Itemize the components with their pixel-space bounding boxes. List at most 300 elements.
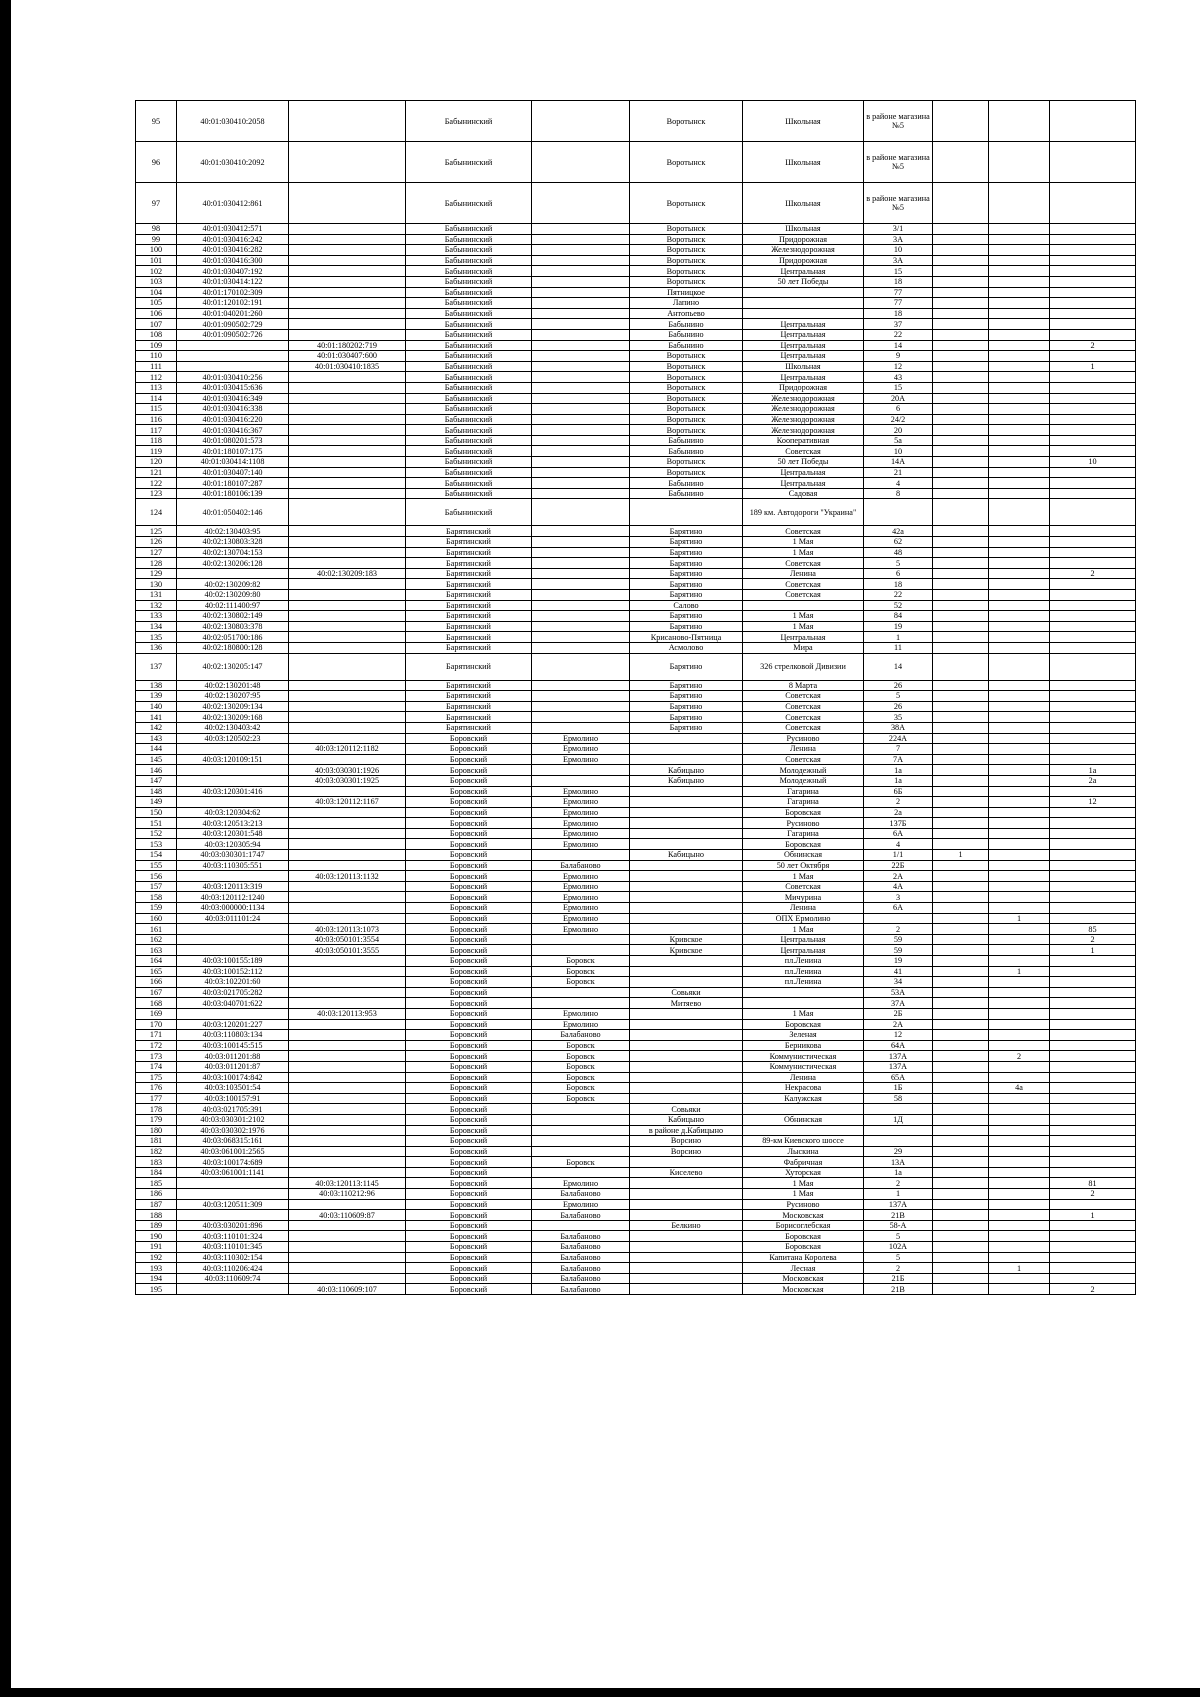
- cell-city: [532, 765, 630, 776]
- cell-cadastral-number-alt: [289, 977, 406, 988]
- cell-city: Балабаново: [532, 1030, 630, 1041]
- cell-cadastral-number-alt: 40:03:120113:1073: [289, 924, 406, 935]
- cell-settlement: [630, 1030, 743, 1041]
- cell-extra-c: [1050, 1093, 1136, 1104]
- cell-extra-b: [989, 797, 1050, 808]
- cell-row-number: 191: [136, 1242, 177, 1253]
- cell-extra-a: [933, 1008, 989, 1019]
- cell-extra-c: [1050, 892, 1136, 903]
- cell-cadastral-number: 40:03:011201:88: [177, 1051, 289, 1062]
- cell-settlement: [630, 1072, 743, 1083]
- cell-extra-c: [1050, 632, 1136, 643]
- cell-cadastral-number: 40:01:030416:282: [177, 245, 289, 256]
- table-row: [136, 632, 1136, 643]
- cell-district: Бабынинский: [406, 382, 532, 393]
- cell-district: Боровский: [406, 797, 532, 808]
- cell-settlement: [630, 892, 743, 903]
- cell-city: [532, 414, 630, 425]
- cell-extra-a: [933, 1030, 989, 1041]
- table-row: [136, 1210, 1136, 1221]
- cell-cadastral-number-alt: [289, 329, 406, 340]
- cell-district: Боровский: [406, 1104, 532, 1115]
- cell-house: 59: [864, 934, 933, 945]
- cell-street: Советская: [743, 590, 864, 601]
- cell-settlement: [630, 797, 743, 808]
- cell-settlement: Барятино: [630, 680, 743, 691]
- cell-cadastral-number-alt: 40:03:120112:1182: [289, 744, 406, 755]
- table-row: [136, 579, 1136, 590]
- cell-extra-c: [1050, 680, 1136, 691]
- table-row: [136, 913, 1136, 924]
- cell-extra-b: [989, 722, 1050, 733]
- cell-extra-b: [989, 621, 1050, 632]
- cell-extra-b: [989, 266, 1050, 277]
- cell-cadastral-number-alt: [289, 701, 406, 712]
- cell-city: Балабаново: [532, 1284, 630, 1295]
- cell-city: Ермолино: [532, 892, 630, 903]
- cell-city: Ермолино: [532, 807, 630, 818]
- cell-extra-a: [933, 987, 989, 998]
- cell-cadastral-number: 40:02:130205:147: [177, 653, 289, 680]
- cell-extra-c: [1050, 478, 1136, 489]
- cell-cadastral-number: 40:03:011101:24: [177, 913, 289, 924]
- cell-extra-c: [1050, 786, 1136, 797]
- cell-row-number: 193: [136, 1263, 177, 1274]
- cell-cadastral-number-alt: [289, 903, 406, 914]
- cell-settlement: Кабицыно: [630, 765, 743, 776]
- cell-house: 9: [864, 351, 933, 362]
- cell-street: 1 Мая: [743, 1008, 864, 1019]
- cell-cadastral-number-alt: [289, 1093, 406, 1104]
- table-row: [136, 680, 1136, 691]
- cell-cadastral-number-alt: [289, 467, 406, 478]
- cell-city: [532, 287, 630, 298]
- cell-street: Ленина: [743, 903, 864, 914]
- cell-extra-a: [933, 881, 989, 892]
- cell-street: Железнодорожная: [743, 404, 864, 415]
- cell-street: Центральная: [743, 266, 864, 277]
- cell-street: Молодежный: [743, 765, 864, 776]
- cell-extra-c: [1050, 621, 1136, 632]
- cell-row-number: 194: [136, 1273, 177, 1284]
- cell-street: пл.Ленина: [743, 956, 864, 967]
- cell-extra-a: [933, 701, 989, 712]
- cell-extra-c: [1050, 691, 1136, 702]
- cell-district: Барятинский: [406, 701, 532, 712]
- table-row: [136, 1242, 1136, 1253]
- cell-street: Придорожная: [743, 234, 864, 245]
- cell-street: Железнодорожная: [743, 414, 864, 425]
- cell-district: Барятинский: [406, 722, 532, 733]
- cell-city: Ермолино: [532, 1008, 630, 1019]
- cell-extra-b: [989, 361, 1050, 372]
- table-row: [136, 1051, 1136, 1062]
- cell-extra-a: [933, 446, 989, 457]
- cell-extra-b: [989, 786, 1050, 797]
- table-row: [136, 1093, 1136, 1104]
- cell-extra-a: [933, 351, 989, 362]
- cell-row-number: 135: [136, 632, 177, 643]
- cell-cadastral-number-alt: [289, 1136, 406, 1147]
- table-row: [136, 1136, 1136, 1147]
- cell-extra-c: [1050, 245, 1136, 256]
- cell-street: Центральная: [743, 632, 864, 643]
- cell-cadastral-number: 40:03:120502:23: [177, 733, 289, 744]
- cell-row-number: 141: [136, 712, 177, 723]
- cell-extra-a: [933, 956, 989, 967]
- cell-cadastral-number-alt: [289, 987, 406, 998]
- cell-extra-c: [1050, 1061, 1136, 1072]
- cell-district: Боровский: [406, 786, 532, 797]
- cell-district: Бабынинский: [406, 255, 532, 266]
- cell-extra-c: [1050, 308, 1136, 319]
- cell-house: 21В: [864, 1284, 933, 1295]
- cell-cadastral-number-alt: [289, 712, 406, 723]
- cell-extra-b: [989, 850, 1050, 861]
- cell-row-number: 147: [136, 775, 177, 786]
- cell-row-number: 131: [136, 590, 177, 601]
- cell-settlement: Воротынск: [630, 404, 743, 415]
- cell-extra-c: [1050, 579, 1136, 590]
- cell-cadastral-number: 40:02:130803:378: [177, 621, 289, 632]
- table-row: [136, 414, 1136, 425]
- cell-cadastral-number: [177, 1284, 289, 1295]
- cell-district: Боровский: [406, 1220, 532, 1231]
- cell-cadastral-number-alt: [289, 537, 406, 548]
- cell-settlement: Барятино: [630, 547, 743, 558]
- cell-street: Лесная: [743, 1263, 864, 1274]
- cell-extra-b: [989, 499, 1050, 526]
- cell-house: [864, 499, 933, 526]
- cell-settlement: [630, 1019, 743, 1030]
- cell-house: 137А: [864, 1051, 933, 1062]
- table-row: [136, 1114, 1136, 1125]
- cell-extra-b: [989, 765, 1050, 776]
- cell-extra-a: [933, 621, 989, 632]
- cell-city: [532, 446, 630, 457]
- table-row: [136, 1157, 1136, 1168]
- cell-cadastral-number: [177, 765, 289, 776]
- cell-street: 1 Мая: [743, 871, 864, 882]
- cell-street: Борисоглебская: [743, 1220, 864, 1231]
- table-row: [136, 1220, 1136, 1231]
- cell-district: Боровский: [406, 1083, 532, 1094]
- cell-street: Мичурина: [743, 892, 864, 903]
- cell-settlement: Барятино: [630, 691, 743, 702]
- cell-cadastral-number-alt: 40:01:180202:719: [289, 340, 406, 351]
- table-row: [136, 435, 1136, 446]
- cell-city: [532, 945, 630, 956]
- cell-city: [532, 526, 630, 537]
- cell-extra-b: [989, 1061, 1050, 1072]
- cell-extra-c: [1050, 754, 1136, 765]
- cell-cadastral-number-alt: 40:03:030301:1925: [289, 775, 406, 786]
- cell-extra-a: [933, 1019, 989, 1030]
- cell-street: Советская: [743, 754, 864, 765]
- cell-house: 20А: [864, 393, 933, 404]
- cell-cadastral-number: 40:03:110101:324: [177, 1231, 289, 1242]
- cell-city: Ермолино: [532, 913, 630, 924]
- cell-cadastral-number: 40:03:120112:1240: [177, 892, 289, 903]
- cell-house: 58-А: [864, 1220, 933, 1231]
- cell-extra-c: [1050, 1231, 1136, 1242]
- cell-extra-a: [933, 1189, 989, 1200]
- cell-extra-b: [989, 653, 1050, 680]
- cell-cadastral-number-alt: [289, 653, 406, 680]
- cell-extra-a: [933, 1210, 989, 1221]
- cell-extra-c: [1050, 987, 1136, 998]
- table-row: [136, 945, 1136, 956]
- cell-extra-a: [933, 142, 989, 183]
- cell-extra-c: [1050, 1019, 1136, 1030]
- cell-city: Ермолино: [532, 1019, 630, 1030]
- cell-extra-b: [989, 1273, 1050, 1284]
- cell-house: 29: [864, 1146, 933, 1157]
- cell-extra-c: [1050, 372, 1136, 383]
- cell-district: Бабынинский: [406, 404, 532, 415]
- cell-extra-a: [933, 1083, 989, 1094]
- table-row: [136, 1252, 1136, 1263]
- cell-cadastral-number-alt: [289, 754, 406, 765]
- cell-row-number: 187: [136, 1199, 177, 1210]
- cell-cadastral-number-alt: [289, 786, 406, 797]
- cell-extra-b: [989, 1019, 1050, 1030]
- table-row: [136, 287, 1136, 298]
- cell-extra-a: [933, 1242, 989, 1253]
- cell-street: Советская: [743, 691, 864, 702]
- cell-row-number: 148: [136, 786, 177, 797]
- cell-row-number: 156: [136, 871, 177, 882]
- cell-extra-a: [933, 255, 989, 266]
- cell-extra-a: [933, 1220, 989, 1231]
- cell-cadastral-number: 40:03:110803:134: [177, 1030, 289, 1041]
- cell-settlement: Воротынск: [630, 245, 743, 256]
- cell-extra-a: [933, 393, 989, 404]
- cell-extra-a: [933, 998, 989, 1009]
- cell-cadastral-number: 40:01:030410:2092: [177, 142, 289, 183]
- cell-settlement: [630, 1083, 743, 1094]
- cell-extra-b: [989, 1114, 1050, 1125]
- cell-extra-c: [1050, 266, 1136, 277]
- cell-cadastral-number: 40:03:120113:319: [177, 881, 289, 892]
- cell-cadastral-number: 40:01:040201:260: [177, 308, 289, 319]
- cell-row-number: 149: [136, 797, 177, 808]
- cell-settlement: Киселево: [630, 1167, 743, 1178]
- cell-city: Ермолино: [532, 839, 630, 850]
- cell-extra-a: [933, 340, 989, 351]
- cell-cadastral-number: 40:01:030415:636: [177, 382, 289, 393]
- cell-row-number: 120: [136, 457, 177, 468]
- cell-house: 52: [864, 600, 933, 611]
- cell-row-number: 153: [136, 839, 177, 850]
- cell-district: Бабынинский: [406, 142, 532, 183]
- cell-city: Балабаново: [532, 1252, 630, 1263]
- cell-house: в районе магазина №5: [864, 183, 933, 224]
- cell-cadastral-number: [177, 1210, 289, 1221]
- cell-row-number: 128: [136, 558, 177, 569]
- cell-extra-b: [989, 224, 1050, 235]
- cell-settlement: [630, 1210, 743, 1221]
- cell-extra-b: 1: [989, 913, 1050, 924]
- table-row: [136, 871, 1136, 882]
- cell-row-number: 152: [136, 828, 177, 839]
- cell-settlement: в районе д.Кабицыно: [630, 1125, 743, 1136]
- cell-district: Боровский: [406, 966, 532, 977]
- cell-cadastral-number: 40:03:030301:2102: [177, 1114, 289, 1125]
- cell-settlement: Барятино: [630, 701, 743, 712]
- cell-cadastral-number: 40:03:120511:309: [177, 1199, 289, 1210]
- table-row: [136, 1199, 1136, 1210]
- cell-street: Советская: [743, 712, 864, 723]
- cell-cadastral-number-alt: [289, 558, 406, 569]
- cell-extra-b: [989, 526, 1050, 537]
- cell-extra-a: [933, 1051, 989, 1062]
- cell-cadastral-number-alt: [289, 319, 406, 330]
- cell-extra-a: [933, 966, 989, 977]
- cell-extra-c: [1050, 701, 1136, 712]
- cell-house: 3/1: [864, 224, 933, 235]
- cell-street: Ленина: [743, 568, 864, 579]
- cell-extra-b: [989, 1093, 1050, 1104]
- cell-cadastral-number: 40:03:030201:896: [177, 1220, 289, 1231]
- cell-street: Коммунистическая: [743, 1061, 864, 1072]
- cell-district: Боровский: [406, 1210, 532, 1221]
- cell-settlement: [630, 977, 743, 988]
- cell-extra-a: [933, 590, 989, 601]
- cell-cadastral-number-alt: [289, 308, 406, 319]
- cell-extra-b: [989, 712, 1050, 723]
- cell-city: Балабаново: [532, 860, 630, 871]
- cell-row-number: 95: [136, 101, 177, 142]
- cell-cadastral-number-alt: [289, 881, 406, 892]
- cell-district: Боровский: [406, 1040, 532, 1051]
- cell-settlement: Воротынск: [630, 101, 743, 142]
- cell-cadastral-number: 40:02:130803:328: [177, 537, 289, 548]
- cell-district: Боровский: [406, 1242, 532, 1253]
- table-row: [136, 956, 1136, 967]
- table-row: [136, 255, 1136, 266]
- cell-extra-b: [989, 245, 1050, 256]
- cell-extra-c: [1050, 255, 1136, 266]
- cell-cadastral-number: 40:03:120513:213: [177, 818, 289, 829]
- table-row: [136, 1263, 1136, 1274]
- cell-extra-b: 1: [989, 966, 1050, 977]
- cell-extra-c: [1050, 234, 1136, 245]
- cell-row-number: 164: [136, 956, 177, 967]
- cell-city: Боровск: [532, 1093, 630, 1104]
- cell-extra-a: [933, 1199, 989, 1210]
- cell-extra-b: [989, 1242, 1050, 1253]
- cell-extra-c: [1050, 1104, 1136, 1115]
- cell-cadastral-number-alt: [289, 621, 406, 632]
- cell-street: Мира: [743, 642, 864, 653]
- cell-cadastral-number: 40:02:130209:80: [177, 590, 289, 601]
- table-row: [136, 691, 1136, 702]
- cell-house: [864, 1136, 933, 1147]
- cell-settlement: [630, 956, 743, 967]
- cell-extra-c: [1050, 224, 1136, 235]
- cell-row-number: 157: [136, 881, 177, 892]
- cell-cadastral-number: 40:03:120301:548: [177, 828, 289, 839]
- cell-extra-a: [933, 722, 989, 733]
- cell-extra-c: [1050, 1242, 1136, 1253]
- cell-house: 64А: [864, 1040, 933, 1051]
- cell-cadastral-number-alt: 40:03:120112:1167: [289, 797, 406, 808]
- cell-street: Боровская: [743, 839, 864, 850]
- cell-extra-a: [933, 276, 989, 287]
- cell-extra-a: [933, 839, 989, 850]
- cell-district: Боровский: [406, 818, 532, 829]
- table-row: [136, 881, 1136, 892]
- cell-extra-b: [989, 1040, 1050, 1051]
- cell-row-number: 179: [136, 1114, 177, 1125]
- cell-extra-c: 2: [1050, 1189, 1136, 1200]
- cell-extra-a: [933, 744, 989, 755]
- cell-extra-a: [933, 712, 989, 723]
- cell-district: Барятинский: [406, 537, 532, 548]
- cell-street: 326 стрелковой Дивизии: [743, 653, 864, 680]
- cell-city: Ермолино: [532, 797, 630, 808]
- cell-extra-b: [989, 701, 1050, 712]
- cell-extra-a: [933, 934, 989, 945]
- cell-house: 13А: [864, 1157, 933, 1168]
- cell-street: 189 км. Автодороги "Украина": [743, 499, 864, 526]
- cell-extra-c: [1050, 590, 1136, 601]
- cell-settlement: [630, 1051, 743, 1062]
- cell-row-number: 178: [136, 1104, 177, 1115]
- cell-district: Боровский: [406, 987, 532, 998]
- cell-house: 77: [864, 287, 933, 298]
- cell-cadastral-number: 40:03:100174:842: [177, 1072, 289, 1083]
- table-row: [136, 488, 1136, 499]
- cell-settlement: [630, 744, 743, 755]
- cell-street: Ленина: [743, 1072, 864, 1083]
- cell-row-number: 105: [136, 298, 177, 309]
- cell-extra-b: [989, 987, 1050, 998]
- cell-cadastral-number-alt: 40:01:030407:600: [289, 351, 406, 362]
- cell-extra-c: [1050, 142, 1136, 183]
- cell-row-number: 100: [136, 245, 177, 256]
- cell-row-number: 175: [136, 1072, 177, 1083]
- cell-extra-a: [933, 871, 989, 882]
- cell-cadastral-number-alt: [289, 733, 406, 744]
- cell-cadastral-number: 40:02:130207:95: [177, 691, 289, 702]
- cell-cadastral-number-alt: [289, 266, 406, 277]
- cell-city: [532, 404, 630, 415]
- cell-cadastral-number-alt: [289, 1157, 406, 1168]
- cell-cadastral-number-alt: [289, 1061, 406, 1072]
- cell-settlement: [630, 1252, 743, 1263]
- cell-house: 19: [864, 621, 933, 632]
- cell-extra-a: [933, 287, 989, 298]
- cell-district: Боровский: [406, 998, 532, 1009]
- cell-city: [532, 1146, 630, 1157]
- cell-district: Боровский: [406, 1061, 532, 1072]
- cell-cadastral-number-alt: [289, 234, 406, 245]
- cell-extra-a: [933, 642, 989, 653]
- cell-row-number: 121: [136, 467, 177, 478]
- cell-extra-c: [1050, 818, 1136, 829]
- cell-extra-b: [989, 142, 1050, 183]
- cell-settlement: Бабынино: [630, 329, 743, 340]
- cell-row-number: 102: [136, 266, 177, 277]
- cell-city: [532, 611, 630, 622]
- cell-settlement: [630, 499, 743, 526]
- cell-settlement: Бабынино: [630, 488, 743, 499]
- cell-cadastral-number: 40:03:120109:151: [177, 754, 289, 765]
- cell-extra-b: [989, 590, 1050, 601]
- cell-extra-b: [989, 308, 1050, 319]
